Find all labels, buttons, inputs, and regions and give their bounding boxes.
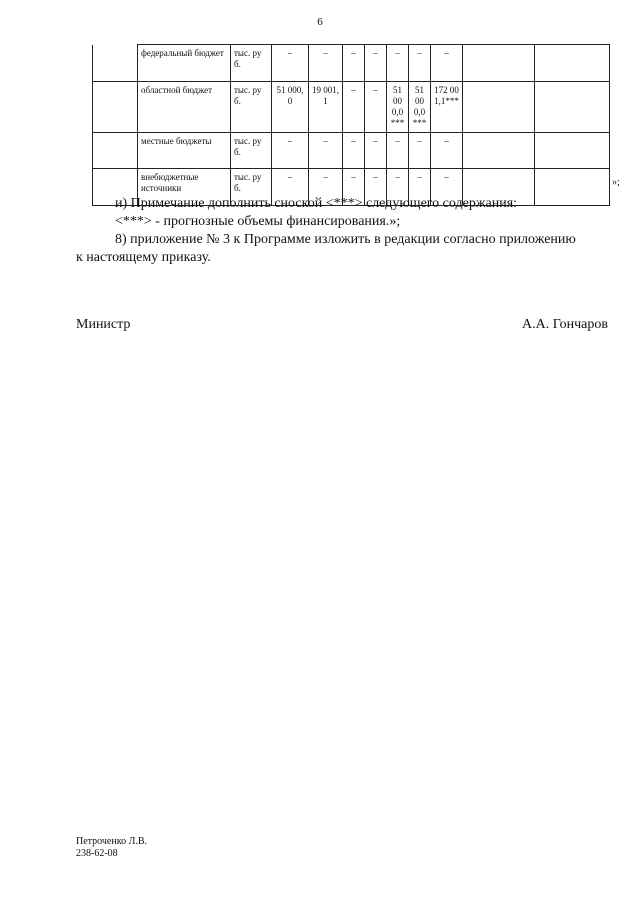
value-cell — [535, 45, 610, 82]
signature-name: А.А. Гончаров — [522, 317, 608, 332]
value-cell: – — [365, 169, 387, 206]
value-cell — [535, 82, 610, 133]
value-cell: – — [409, 133, 431, 169]
value-cell: – — [409, 45, 431, 82]
value-cell: – — [387, 133, 409, 169]
value-cell: – — [343, 82, 365, 133]
value-cell: – — [409, 169, 431, 206]
value-cell: – — [387, 169, 409, 206]
signature-title: Министр — [76, 317, 131, 332]
funding-source-cell: областной бюджет — [138, 82, 231, 133]
value-cell: – — [272, 133, 309, 169]
unit-cell: тыс. руб. — [231, 82, 272, 133]
value-cell: – — [431, 45, 463, 82]
value-cell — [463, 45, 535, 82]
financing-table — [92, 44, 610, 206]
author-phone: 238-62-08 — [76, 848, 118, 859]
table-row — [93, 45, 610, 82]
funding-source-cell: федеральный бюджет — [138, 45, 231, 82]
author-name: Петроченко Л.В. — [76, 836, 148, 847]
value-cell: – — [272, 45, 309, 82]
value-cell: – — [309, 133, 343, 169]
value-cell: – — [387, 45, 409, 82]
unit-cell: тыс. руб. — [231, 133, 272, 169]
page-number: 6 — [317, 16, 323, 28]
value-cell: – — [309, 169, 343, 206]
paragraph-8: 8) приложение № 3 к Программе изложить в редакции согласно приложению — [115, 232, 576, 247]
value-cell — [535, 133, 610, 169]
table-row — [93, 133, 610, 169]
unit-cell: тыс. руб. — [231, 169, 272, 206]
value-cell — [463, 82, 535, 133]
value-cell: 19 001,1 — [309, 82, 343, 133]
value-cell: 51 000,0*** — [409, 82, 431, 133]
paragraph-8-continued: к настоящему приказу. — [76, 250, 211, 265]
value-cell: – — [431, 133, 463, 169]
value-cell: – — [272, 169, 309, 206]
funding-source-cell: местные бюджеты — [138, 133, 231, 169]
table-cell-blank — [93, 133, 138, 169]
unit-cell: тыс. руб. — [231, 45, 272, 82]
value-cell: – — [365, 45, 387, 82]
value-cell: – — [365, 82, 387, 133]
funding-source-cell: внебюджетные источники — [138, 169, 231, 206]
paragraph-footnote: <***> - прогнозные объемы финансирования.»; — [115, 214, 401, 229]
value-cell: – — [343, 169, 365, 206]
table-row — [93, 82, 610, 133]
table-cell-blank — [93, 82, 138, 133]
value-cell: – — [309, 45, 343, 82]
value-cell — [463, 133, 535, 169]
value-cell — [535, 169, 610, 206]
value-cell: – — [431, 169, 463, 206]
value-cell: – — [365, 133, 387, 169]
value-cell: – — [343, 133, 365, 169]
value-cell: 172 001,1*** — [431, 82, 463, 133]
value-cell: 51 000,0*** — [387, 82, 409, 133]
value-cell: 51 000,0 — [272, 82, 309, 133]
author-block — [76, 836, 147, 860]
value-cell: – — [343, 45, 365, 82]
paragraph-i: и) Примечание дополнить сноской <***> следующего содержания: — [115, 196, 518, 211]
table-cell-blank — [93, 45, 138, 82]
table-closing-quote: »; — [612, 177, 620, 188]
